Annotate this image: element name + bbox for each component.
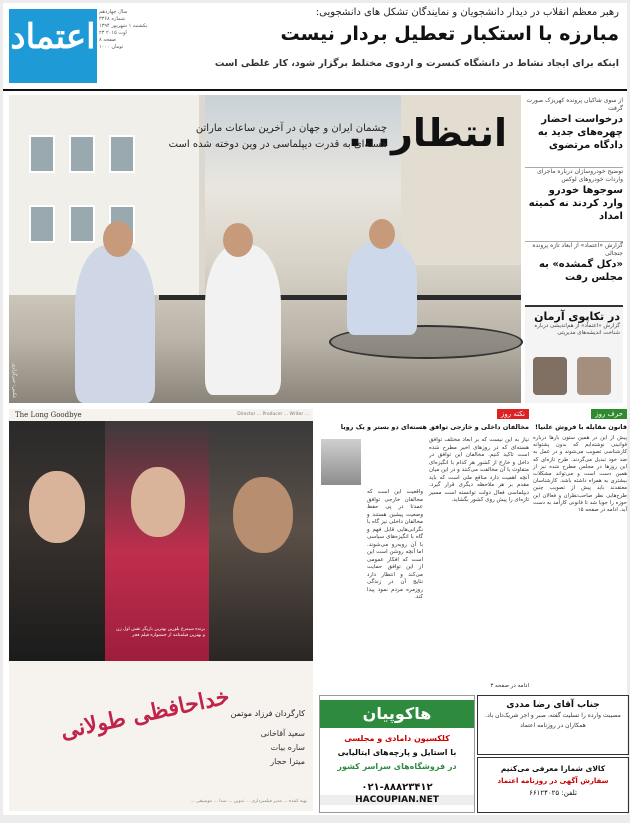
logo-text: اعتماد [10,17,96,57]
lead-headline[interactable]: انتظار... [347,111,507,155]
photo-window [109,135,135,173]
article-continued: ادامه در صفحه ۳ [490,683,529,689]
top-headline[interactable]: مبارزه با استکبار تعطیل بردار نیست [280,23,619,45]
poster-face [131,467,185,537]
issue-info [99,9,148,83]
lead-subheading: هسته‌ای به قدرت دیپلماسی در وین دوخته شده است [168,139,387,150]
feature-box[interactable] [525,305,623,403]
sales-title: کالای شمارا معرفی می‌کنیم [500,764,606,773]
lead-subheading: چشمان ایران و جهان در آخرین ساعات ماراتن [195,123,387,134]
condolence-title: جناب آقای رضا مددی [506,700,600,710]
article-column: نیاز به این نیست که بر ابعاد مختلف توافق هسته‌ای که در روزهای اخیر مطرح شده است تاکید کنیم. مخالفان این توافق در داخل و خارج از کشور هر کدام با انگیزه‌ای متفاوت با آن مخالفت می‌کنند و در این میان آنچه اهمیت دارد منافع ملی است که باید مقدم بر هر ملاحظه دیگری قرار گیرد. دیپلماسی فعال دولت توانسته است مسیر تازه‌ای را پیش روی کشور بگشاید. [429,437,529,503]
poster-cast-list [261,727,305,769]
article-section-tag: نکته روز [497,409,529,419]
issue-info-line: یکشنبه ۱ شهریور ۱۳۹۴ [99,23,148,29]
photo-credit: عکس: خبرگزاری [11,363,17,399]
author-photo [321,439,361,485]
column-section-tag: حرف روز [591,409,627,419]
newspaper-front-page [3,3,627,815]
photo-window [69,135,95,173]
poster-award-caption: برنده سیمرغ بلورین بهترین بازیگر نقش اول زن و بهترین فیلمنامه از جشنواره فیلم فجر [116,627,205,638]
ad-phone: ۰۲۱-۸۸۸۲۳۴۱۲ [361,782,433,793]
poster-credits: Director ... Producer ... Writer ... [237,412,309,417]
condolence-from: همکاران در روزنامه اعتماد [520,722,586,729]
masthead [3,3,627,89]
photo-window [29,135,55,173]
poster-footer-credits: تهیه کننده ... مدیر فیلمبرداری ... تدوین ... صدا ... موسیقی ... [190,799,307,804]
film-poster-ad[interactable] [9,409,313,811]
newspaper-logo[interactable] [9,9,97,83]
issue-info-line: ۱۰۰۰ تومان [99,44,124,50]
photo-head [223,223,253,257]
side-story-title: درخواست احضار چهره‌های جدید به دادگاه مرتضوی [537,114,623,151]
portrait-photo [577,357,611,395]
ad-logo: هاکوپیان [320,700,474,728]
condolence-text: مصیبت وارده را تسلیت گفته، صبر و اجر شریک‌تان باد. [485,712,621,719]
portrait-photo [533,357,567,395]
top-kicker: رهبر معظم انقلاب در دیدار دانشجویان و نمایندگان تشکل های دانشجویی: [315,7,619,18]
ad-tagline: با استایل و پارچه‌های ایتالیایی [337,748,457,757]
condolence-notice [477,695,629,755]
side-story-title: سوجوها خودرو وارد کردند نه کمیته امداد [528,185,623,222]
poster-portrait [209,421,313,661]
cast-member: ساره بیات [270,743,305,752]
poster-english-title: The Long Goodbye [15,411,82,419]
hacoupian-ad[interactable] [319,695,475,813]
ad-tagline: کلکسیون دامادی و مجلسی [344,734,450,743]
photo-head [369,219,395,249]
ad-tagline: در فروشگاه‌های سراسر کشور [337,762,457,771]
advertising-sales-box[interactable] [477,757,629,813]
side-story-title: «دکل گمشده» به مجلس رفت [539,259,623,283]
article-column: واقعیت این است که مخالفان خارجی توافق عمدتا در پی حفظ وضعیت پیشین هستند و مخالفان داخلی نیز گاه با نگرانی‌هایی قابل فهم و گاه با انگیزه‌های سیاسی با آن روبه‌رو می‌شوند. اما آنچه روشن است این است که افکار عمومی از این توافق حمایت می‌کند و انتظار دارد نتایج آن در زندگی روزمره مردم نمود پیدا کند. [367,489,423,600]
side-news-column [525,95,623,403]
poster-director: کارگردان فرزاد موتمن [230,709,305,718]
issue-info-line: ۸ صفحه [99,37,116,43]
poster-film-title: خداحافظی طولانی [58,683,232,745]
issue-info-line: ۲۳ اوت ۲۰۱۵ [99,30,127,36]
photo-window [29,205,55,243]
article-title: مخالفان داخلی و خارجی توافق هسته‌ای دو بستر و یک رویا [340,423,529,431]
side-story-kicker: توضیح خودروسازان درباره ماجرای واردات خودروهای لوکس [537,168,623,183]
right-column[interactable] [533,409,627,689]
side-story-kicker: گزارش «اعتماد» از ابعاد تازه پرونده جنجالی [532,242,623,257]
photo-person [205,245,281,395]
lead-photo[interactable] [9,95,521,403]
ad-url-link[interactable]: HACOUPIAN.NET [320,795,474,805]
issue-info-line: سال چهاردهم [99,9,128,15]
poster-face [233,477,293,553]
poster-face [29,471,85,543]
cast-member: سعید آقاخانی [260,729,305,738]
photo-window [69,205,95,243]
side-story[interactable] [525,97,623,152]
photo-head [103,221,133,257]
poster-header [9,409,313,421]
column-title: قانون مقابله با فروش علنیا! [535,423,627,431]
poster-portrait [105,421,209,661]
issue-info-line: شماره ۳۳۶۸ [99,16,125,22]
side-story[interactable] [525,167,623,223]
side-story-kicker: از سوی شاکیان پرونده کهریزک صورت گرفت [526,97,623,112]
column-text: پیش از این در همین ستون بارها درباره قوانینی نوشته‌ایم که بدون پشتوانه کارشناسی تصویب می‌شوند و در عمل به ضد خود تبدیل می‌گردند. طرح تازه‌ای که این روزها در مجلس مطرح شده نیز از همین دست است و می‌تواند مشکلات بیشتری به همراه داشته باشد. کارشناسان معتقدند باید پیش از تصویب چنین طرح‌هایی نظر صاحب‌نظران و فعالان این حوزه را جویا شد تا قانونی کارآمد به دست آید. ادامه در صفحه ۱۵ [533,435,627,514]
side-story[interactable] [525,241,623,284]
feature-box-text: گزارش «اعتماد» از هم‌اندیشی درباره شناخت اندیشه‌های مدیریتی [534,323,620,336]
cast-member: میترا حجار [270,757,305,766]
editorial-article[interactable] [319,409,529,689]
top-subhead: اینکه برای ایجاد نشاط در دانشگاه کنسرت و اردوی مختلط برگزار شود، کار غلطی است [214,58,619,69]
photo-person [75,245,155,403]
masthead-divider [3,89,627,91]
photo-person [347,241,417,335]
sales-line: سفارش آگهی در روزنامه اعتماد [497,777,609,785]
feature-box-title: در تکاپوی آرمان [534,310,620,323]
sales-phone: تلفن: ۶۶۱۲۴۰۲۵ [529,789,577,797]
poster-portrait [9,421,105,661]
